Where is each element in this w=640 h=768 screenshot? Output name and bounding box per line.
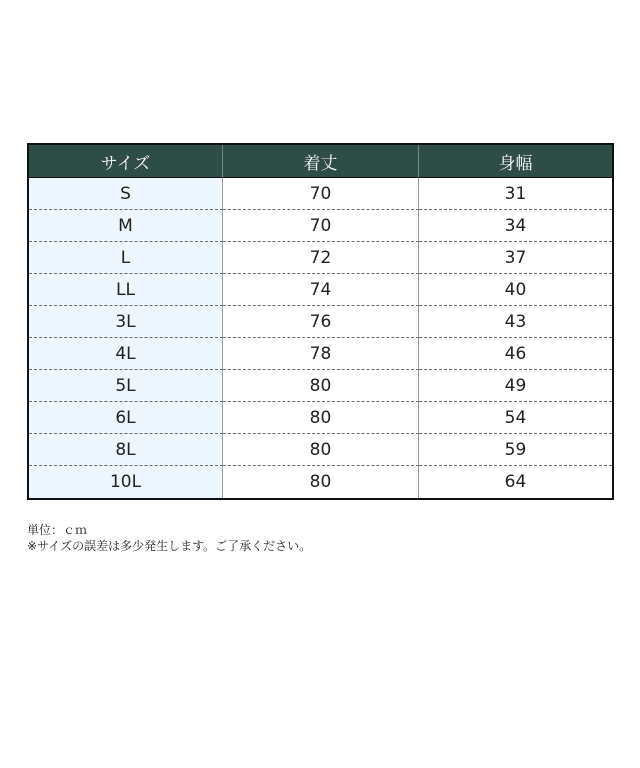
width-cell: 59 (419, 434, 612, 466)
size-cell: L (29, 242, 223, 274)
size-cell: 6L (29, 402, 223, 434)
length-cell: 78 (223, 338, 419, 370)
header-width: 身幅 (419, 145, 612, 178)
header-length: 着丈 (223, 145, 419, 178)
length-cell: 80 (223, 402, 419, 434)
size-table (27, 143, 614, 500)
length-cell: 74 (223, 274, 419, 306)
width-cell: 34 (419, 210, 612, 242)
width-cell: 31 (419, 178, 612, 210)
width-cell: 54 (419, 402, 612, 434)
unit-note: 単位：ｃｍ (27, 523, 88, 537)
disclaimer-note: ※サイズの誤差は多少発生します。ご了承ください。 (27, 539, 312, 553)
length-cell: 70 (223, 178, 419, 210)
size-cell: LL (29, 274, 223, 306)
size-cell: 3L (29, 306, 223, 338)
size-cell: M (29, 210, 223, 242)
length-cell: 70 (223, 210, 419, 242)
size-cell: 10L (29, 466, 223, 498)
length-cell: 72 (223, 242, 419, 274)
notes (27, 522, 311, 554)
size-cell: 4L (29, 338, 223, 370)
length-cell: 80 (223, 434, 419, 466)
length-cell: 80 (223, 466, 419, 498)
width-cell: 46 (419, 338, 612, 370)
width-cell: 40 (419, 274, 612, 306)
size-cell: S (29, 178, 223, 210)
size-cell: 5L (29, 370, 223, 402)
length-cell: 76 (223, 306, 419, 338)
width-cell: 49 (419, 370, 612, 402)
width-cell: 43 (419, 306, 612, 338)
width-cell: 37 (419, 242, 612, 274)
length-cell: 80 (223, 370, 419, 402)
header-size: サイズ (29, 145, 223, 178)
size-cell: 8L (29, 434, 223, 466)
width-cell: 64 (504, 472, 527, 492)
